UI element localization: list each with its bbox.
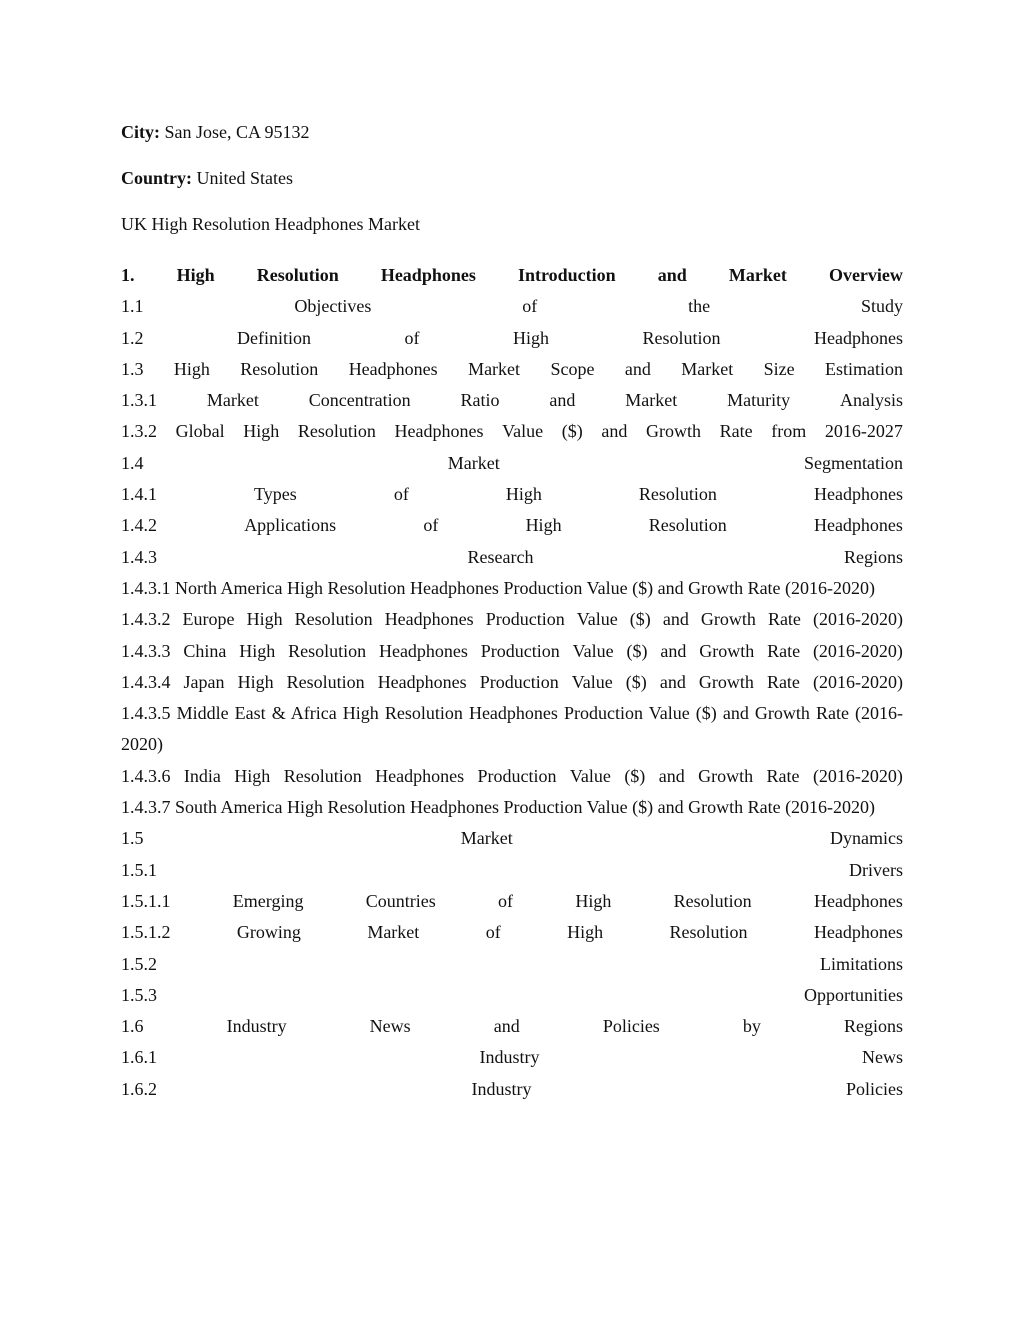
toc-word: 1.5.1	[121, 859, 157, 880]
toc-word: Rate	[719, 421, 753, 442]
toc-word: Headphones	[380, 265, 476, 285]
toc-word: Headphones	[814, 327, 903, 348]
toc-entry	[121, 823, 903, 854]
toc-word: and	[624, 358, 651, 379]
toc-word: Research	[467, 546, 534, 567]
toc-word: of	[404, 327, 420, 348]
toc-word: 1.5.2	[121, 953, 157, 974]
toc-word: Definition	[237, 327, 311, 348]
toc-word: Value	[569, 765, 611, 786]
toc-word: High	[173, 358, 210, 379]
toc-word: Resolution	[648, 515, 727, 536]
toc-word: Overview	[828, 265, 903, 285]
toc-entry	[121, 448, 903, 479]
toc-word: 1.4.3.4	[121, 671, 171, 692]
toc-word: Estimation	[824, 358, 903, 379]
toc-word: Value	[502, 421, 544, 442]
toc-word: Production	[485, 609, 565, 630]
toc-word: Headphones	[813, 890, 903, 911]
toc-word: Market	[206, 390, 259, 411]
toc-word: (2016-2020)	[812, 640, 903, 661]
toc-word: Production	[480, 640, 560, 661]
toc-word: and	[660, 640, 687, 661]
toc-word: ($)	[561, 421, 583, 442]
toc-word: 1.4.1	[121, 484, 157, 505]
toc-word: Size	[763, 358, 795, 379]
toc-word: Production	[477, 765, 557, 786]
toc-word: Drivers	[849, 859, 903, 880]
toc-entry: 1.4.3.1 North America High Resolution Headphones Production Value ($) and Growth Rate (2016-2020)	[121, 577, 876, 598]
toc-word: Headphones	[375, 765, 465, 786]
toc-word: (2016-2020)	[812, 609, 903, 630]
document-page	[121, 118, 903, 1105]
toc-word: Types	[254, 484, 297, 505]
toc-word: Resolution	[669, 922, 748, 943]
toc-word: 2016-2027	[824, 421, 903, 442]
toc-word: Regions	[843, 1016, 903, 1037]
toc-entry	[121, 855, 903, 886]
toc-entry	[121, 323, 903, 354]
toc-word: 1.3.2	[121, 421, 157, 442]
toc-entry	[121, 291, 903, 322]
toc-word: Market	[447, 452, 500, 473]
toc-word: Resolution	[256, 265, 339, 285]
toc-word: 1.5.1.1	[121, 890, 171, 911]
toc-word: of	[498, 890, 514, 911]
toc-word: 1.5.3	[121, 984, 157, 1005]
toc-word: Resolution	[288, 640, 367, 661]
toc-word: Applications	[244, 515, 337, 536]
toc-word: of	[423, 515, 439, 536]
toc-word: Growth	[698, 671, 754, 692]
toc-word: Analysis	[839, 390, 903, 411]
toc-word: Headphones	[377, 671, 467, 692]
toc-entry	[121, 385, 903, 416]
toc-word: ($)	[624, 765, 646, 786]
toc-word: Resolution	[642, 327, 721, 348]
toc-word: and	[493, 1016, 520, 1037]
toc-word: High	[567, 922, 604, 943]
toc-word: 1.6.1	[121, 1047, 157, 1068]
toc-word: 1.4.3	[121, 546, 157, 567]
toc-entry: 1.4.3.5 Middle East & Africa High Resolution Headphones Production Value ($) and Growth Rate (2016-2020)	[121, 703, 903, 755]
toc-word: Rate	[766, 671, 800, 692]
toc-word: Industry	[471, 1078, 532, 1099]
toc-word: Rate	[767, 640, 801, 661]
toc-word: High	[234, 765, 271, 786]
toc-word: Resolution	[294, 609, 373, 630]
toc-word: 1.4.3.6	[121, 765, 171, 786]
toc-entry	[121, 260, 903, 291]
toc-word: Introduction	[517, 265, 616, 285]
toc-word: High	[246, 609, 283, 630]
toc-word: High	[575, 890, 612, 911]
toc-word: Europe	[182, 609, 235, 630]
toc-word: Growth	[699, 640, 755, 661]
toc-word: Headphones	[813, 484, 903, 505]
toc-word: Policies	[602, 1016, 660, 1037]
toc-word: Resolution	[297, 421, 376, 442]
toc-word: of	[393, 484, 409, 505]
toc-word: ($)	[629, 609, 651, 630]
table-of-contents	[121, 260, 903, 1105]
toc-word: Regions	[843, 546, 903, 567]
toc-entry	[121, 479, 903, 510]
toc-word: ($)	[626, 640, 648, 661]
toc-word: 1.5	[121, 828, 144, 849]
toc-word: Headphones	[384, 609, 474, 630]
toc-word: Scope	[550, 358, 595, 379]
toc-word: Market	[681, 358, 734, 379]
toc-word: of	[485, 922, 501, 943]
toc-entry: 1.4.3.7 South America High Resolution Headphones Production Value ($) and Growth Rate (2016-2020)	[121, 797, 876, 818]
toc-entry	[121, 416, 903, 447]
toc-word: 1.4.3.2	[121, 609, 171, 630]
toc-word: of	[522, 296, 538, 317]
toc-word: News	[862, 1047, 903, 1068]
toc-word: Headphones	[378, 640, 468, 661]
toc-word: Resolution	[673, 890, 752, 911]
toc-word: 1.6.2	[121, 1078, 157, 1099]
toc-word: High	[243, 421, 280, 442]
toc-word: Emerging	[232, 890, 304, 911]
toc-entry	[121, 1074, 903, 1105]
city-field	[121, 118, 903, 146]
toc-word: Industry	[479, 1047, 540, 1068]
toc-word: Resolution	[638, 484, 717, 505]
toc-word: Value	[572, 640, 614, 661]
toc-word: Objectives	[294, 296, 372, 317]
city-value: San Jose, CA 95132	[164, 122, 310, 142]
toc-word: High	[505, 484, 542, 505]
toc-entry	[121, 354, 903, 385]
toc-word: Growth	[645, 421, 701, 442]
country-value: United States	[196, 168, 293, 188]
toc-word: and	[549, 390, 576, 411]
toc-word: News	[369, 1016, 411, 1037]
toc-word: 1.2	[121, 327, 144, 348]
toc-word: Market	[625, 390, 678, 411]
toc-word: 1.1	[121, 296, 144, 317]
toc-word: India	[183, 765, 221, 786]
toc-word: Study	[860, 296, 903, 317]
country-label: Country:	[121, 168, 192, 188]
country-field	[121, 164, 903, 192]
toc-entry	[121, 636, 903, 667]
report-title: UK High Resolution Headphones Market	[121, 214, 420, 234]
toc-word: Rate	[766, 765, 800, 786]
toc-word: Headphones	[394, 421, 484, 442]
toc-word: 1.6	[121, 1016, 144, 1037]
toc-word: Maturity	[727, 390, 791, 411]
toc-word: and	[601, 421, 628, 442]
toc-word: High	[525, 515, 562, 536]
toc-entry	[121, 510, 903, 541]
toc-entry	[121, 667, 903, 698]
toc-entry	[121, 980, 903, 1011]
toc-entry	[121, 761, 903, 792]
toc-word: High	[176, 265, 215, 285]
toc-word: Growing	[236, 922, 301, 943]
toc-word: Concentration	[308, 390, 411, 411]
toc-word: the	[688, 296, 711, 317]
toc-word: Growth	[700, 609, 756, 630]
toc-word: Market	[728, 265, 787, 285]
toc-word: Headphones	[348, 358, 438, 379]
toc-word: Headphones	[813, 922, 903, 943]
toc-word: and	[659, 671, 686, 692]
toc-word: Industry	[226, 1016, 287, 1037]
toc-word: Value	[571, 671, 613, 692]
toc-word: Market	[460, 828, 513, 849]
toc-entry	[121, 917, 903, 948]
toc-entry	[121, 1011, 903, 1042]
toc-word: Resolution	[240, 358, 319, 379]
toc-word: and	[657, 265, 687, 285]
toc-word: ($)	[625, 671, 647, 692]
toc-word: Segmentation	[804, 452, 903, 473]
toc-word: (2016-2020)	[812, 671, 903, 692]
toc-word: High	[239, 640, 276, 661]
toc-word: by	[742, 1016, 761, 1037]
toc-word: Production	[479, 671, 559, 692]
toc-word: Countries	[365, 890, 436, 911]
toc-entry	[121, 1042, 903, 1073]
toc-word: Market	[468, 358, 521, 379]
city-label: City:	[121, 122, 160, 142]
toc-word: 1.4.3.3	[121, 640, 171, 661]
toc-word: High	[513, 327, 549, 348]
toc-entry	[121, 604, 903, 635]
toc-word: and	[658, 765, 685, 786]
toc-word: Global	[175, 421, 225, 442]
toc-word: Resolution	[286, 671, 365, 692]
toc-entry	[121, 542, 903, 573]
toc-word: 1.3	[121, 358, 144, 379]
toc-entry	[121, 886, 903, 917]
toc-word: (2016-2020)	[812, 765, 903, 786]
toc-word: Opportunities	[804, 984, 903, 1005]
toc-word: 1.3.1	[121, 390, 157, 411]
toc-word: Resolution	[283, 765, 362, 786]
toc-word: 1.	[121, 265, 135, 285]
toc-entry	[121, 949, 903, 980]
toc-word: from	[771, 421, 807, 442]
toc-word: Value	[576, 609, 618, 630]
toc-word: Limitations	[820, 953, 903, 974]
toc-word: 1.5.1.2	[121, 922, 171, 943]
toc-word: China	[183, 640, 227, 661]
toc-word: and	[662, 609, 689, 630]
toc-word: Ratio	[460, 390, 500, 411]
toc-word: Market	[367, 922, 420, 943]
toc-word: High	[237, 671, 274, 692]
toc-word: Japan	[183, 671, 225, 692]
toc-word: Headphones	[813, 515, 903, 536]
toc-word: Dynamics	[830, 828, 903, 849]
toc-word: Growth	[698, 765, 754, 786]
toc-word: Rate	[767, 609, 801, 630]
toc-word: Policies	[846, 1078, 903, 1099]
toc-word: 1.4	[121, 452, 144, 473]
toc-word: 1.4.2	[121, 515, 157, 536]
